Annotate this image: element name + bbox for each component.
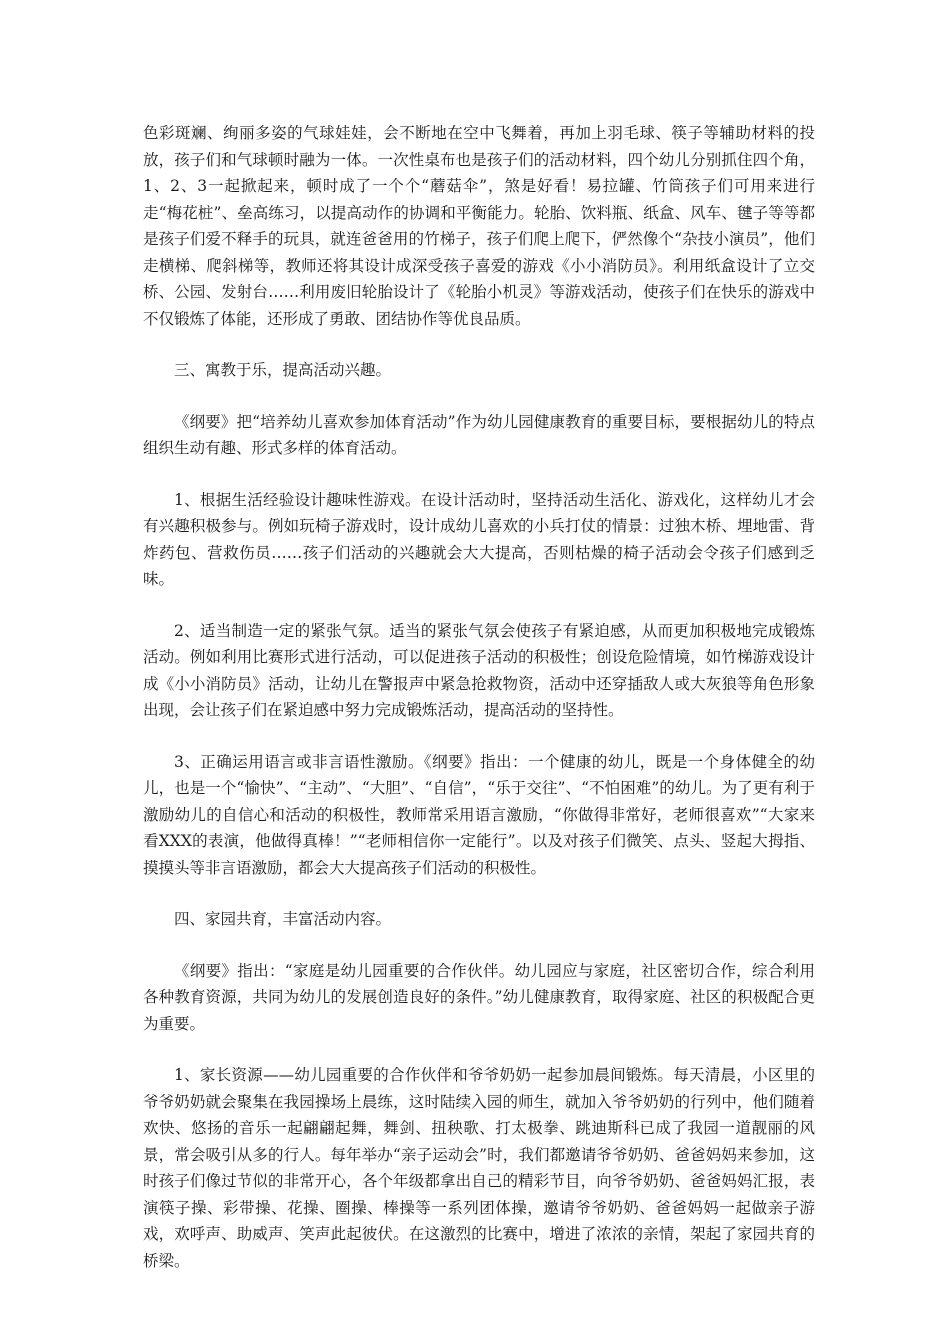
paragraph-encouragement: 3、正确运用语言或非言语性激励。《纲要》指出：一个健康的幼儿，既是一个身体健全的幼儿，也是一个“愉快”、“主动”、“大胆”、“自信”，“乐于交往”、“不怕困难”的幼儿。为了更有利于激励幼儿的自信心和活动的积极性，教师常采用语言激励，“你做得非常好，老师很喜欢”“大家来看XXX的表演，他做得真棒！”“老师相信你一定能行”。以及对孩子们微笑、点头、竖起大拇指、摸摸头等非言语激励，都会大大提高孩子们活动的积极性。 [143,752,815,877]
paragraph-spacer [143,593,815,618]
paragraph-balloon-materials: 色彩斑斓、绚丽多姿的气球娃娃，会不断地在空中飞舞着，再加上羽毛球、筷子等辅助材料的投放，孩子们和气球顿时融为一体。一次性桌布也是孩子们的活动材料，四个幼儿分别抓住四个角，1、2、3一起掀起来，顿时成了一个个“蘑菇伞”，煞是好看！易拉罐、竹筒孩子们可用来进行走“梅花桩”、垒高练习，以提高动作的协调和平衡能力。轮胎、饮料瓶、纸盒、风车、毽子等等都是孩子们爱不释手的玩具，就连爸爸用的竹梯子，孩子们爬上爬下，俨然像个“杂技小演员”，他们走横梯、爬斜梯等，教师还将其设计成深受孩子喜爱的游戏《小小消防员》。利用纸盒设计了立交桥、公园、发射台……利用废旧轮胎设计了《轮胎小机灵》等游戏活动，使孩子们在快乐的游戏中不仅锻炼了体能，还形成了勇敢、团结协作等优良品质。 [143,124,815,328]
paragraph-spacer [143,332,815,357]
paragraph-spacer [143,933,815,958]
paragraph-tension: 2、适当制造一定的紧张气氛。适当的紧张气氛会使孩子有紧迫感，从而更加积极地完成锻炼活动。例如利用比赛形式进行活动，可以促进孩子活动的积极性；创设危险情境，如竹梯游戏设计成《小小消防员》活动，让幼儿在警报声中紧急抢救物资，活动中还穿插敌人或大灰狼等角色形象出现，会让孩子们在紧迫感中努力完成锻炼活动，提高活动的坚持性。 [143,621,815,719]
document-body [143,120,815,1274]
paragraph-spacer [143,384,815,409]
paragraph-spacer [143,1037,815,1062]
paragraph-grandparents-exercise: 1、家长资源——幼儿园重要的合作伙伴和爷爷奶奶一起参加晨间锻炼。每天清晨，小区里的爷爷奶奶就会聚集在我园操场上晨练，这时陆续入园的师生，就加入爷爷奶奶的行列中，他们随着欢快、悠扬的音乐一起翩翩起舞，舞剑、扭秧歌、打太极拳、跳迪斯科已成了我园一道靓丽的风景，常会吸引从多的行人。每年举办“亲子运动会”时，我们都邀请爷爷奶奶、爸爸妈妈来参加，这时孩子们像过节似的非常开心，各个年级都拿出自己的精彩节目，向爷爷奶奶、爸爸妈妈汇报，表演筷子操、彩带操、花操、圈操、棒操等一系列团体操，邀请爷爷奶奶、爸爸妈妈一起做亲子游戏，欢呼声、助威声、笑声此起彼伏。在这激烈的比赛中，增进了浓浓的亲情，架起了家园共育的桥梁。 [143,1066,815,1270]
paragraph-guideline-goal: 《纲要》把“培养幼儿喜欢参加体育活动”作为幼儿园健康教育的重要目标，要根据幼儿的特点组织生动有趣、形式多样的体育活动。 [143,412,815,457]
section-heading-3: 三、寓教于乐，提高活动兴趣。 [174,361,392,379]
paragraph-spacer [143,724,815,749]
paragraph-family-partnership: 《纲要》指出：“家庭是幼儿园重要的合作伙伴。幼儿园应与家庭，社区密切合作，综合利用各种教育资源，共同为幼儿的发展创造良好的条件。”幼儿健康教育，取得家庭、社区的积极配合更为重要。 [143,961,815,1033]
paragraph-spacer [143,462,815,487]
paragraph-spacer [143,881,815,906]
paragraph-fun-games: 1、根据生活经验设计趣味性游戏。在设计活动时，坚持活动生活化、游戏化，这样幼儿才会有兴趣积极参与。例如玩椅子游戏时，设计成幼儿喜欢的小兵打仗的情景：过独木桥、埋地雷、背炸药包、营救伤员……孩子们活动的兴趣就会大大提高，否则枯燥的椅子活动会令孩子们感到乏味。 [143,490,815,588]
section-heading-4: 四、家园共育，丰富活动内容。 [174,910,392,928]
